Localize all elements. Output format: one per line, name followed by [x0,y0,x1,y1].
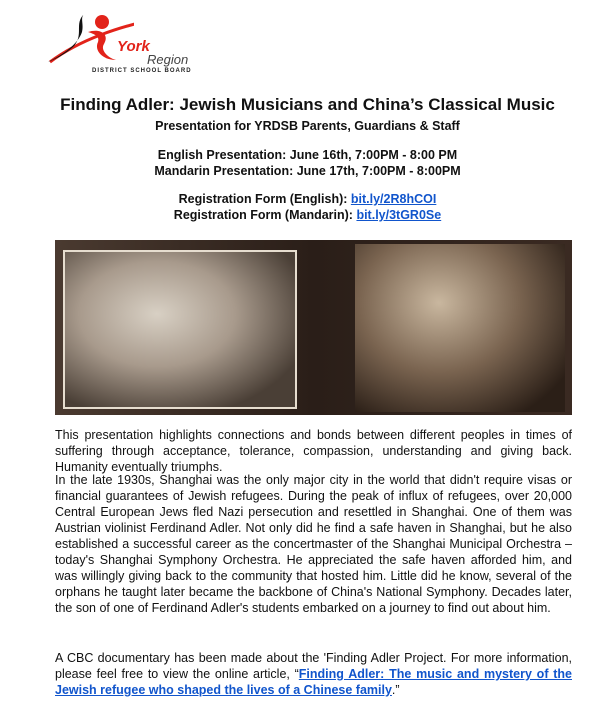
reg-mandarin-label: Registration Form (Mandarin): [173,208,357,222]
documentary-text: A CBC documentary has been made about the 'Finding Adler Project. For more information, please feel free to view the online article, “ [55,651,572,681]
yrdsb-logo [44,4,204,76]
registration-mandarin [0,208,615,222]
documentary-paragraph [55,650,572,698]
photo-chinese-violinist [63,250,297,409]
reg-mandarin-link[interactable]: bit.ly/3tGR0Se [356,208,442,222]
article-link[interactable]: Finding Adler: The music and mystery of the Jewish refugee who shaped the lives of a Chinese family [55,667,572,697]
english-presentation: English Presentation: June 16th, 7:00PM - 8:00 PM [157,148,458,162]
logo-region: Region [147,52,189,67]
intro-paragraph: This presentation highlights connections and bonds between different peoples in times of suffering through acceptance, tolerance, compassion, understanding and giving back. Humanity eventually triumphs. [55,428,572,474]
logo-org: DISTRICT SCHOOL BOARD [92,68,192,74]
subtitle: Presentation for YRDSB Parents, Guardians & Staff [155,119,460,133]
reg-english-link[interactable]: bit.ly/2R8hCOI [350,192,437,206]
history-paragraph: In the late 1930s, Shanghai was the only major city in the world that didn't require visas or financial guarantees of Jewish refugees. During the peak of influx of refugees, over 20,000 Central European Jews fled Nazi persecution and resettled in Shanghai. One of them was Austrian violinist Ferdinand Adler. Not only did he find a safe haven in Shanghai, but he also established a successful career as the concertmaster of the Shanghai Municipal Orchestra – today's Shanghai Symphony Orchestra. He appreciated the safe haven afforded him, and was willingly giving back to the community that hosted him. Little did he know, several of the orphans he taught later became the backbone of China's National Symphony. Decades later, the son of one of Ferdinand Adler's students embarked on a journey to find out about him. [55,473,572,615]
photo-ferdinand-adler [355,244,565,412]
reg-english-label: Registration Form (English): [178,192,351,206]
logo-swoosh-icon [44,4,134,68]
violinists-photo [55,240,572,415]
logo-york: York [117,38,150,55]
registration-english [0,192,615,206]
mandarin-presentation: Mandarin Presentation: June 17th, 7:00PM - 8:00PM [154,164,461,178]
page-title: Finding Adler: Jewish Musicians and China’s Classical Music [60,95,555,114]
documentary-end: .” [391,683,400,697]
